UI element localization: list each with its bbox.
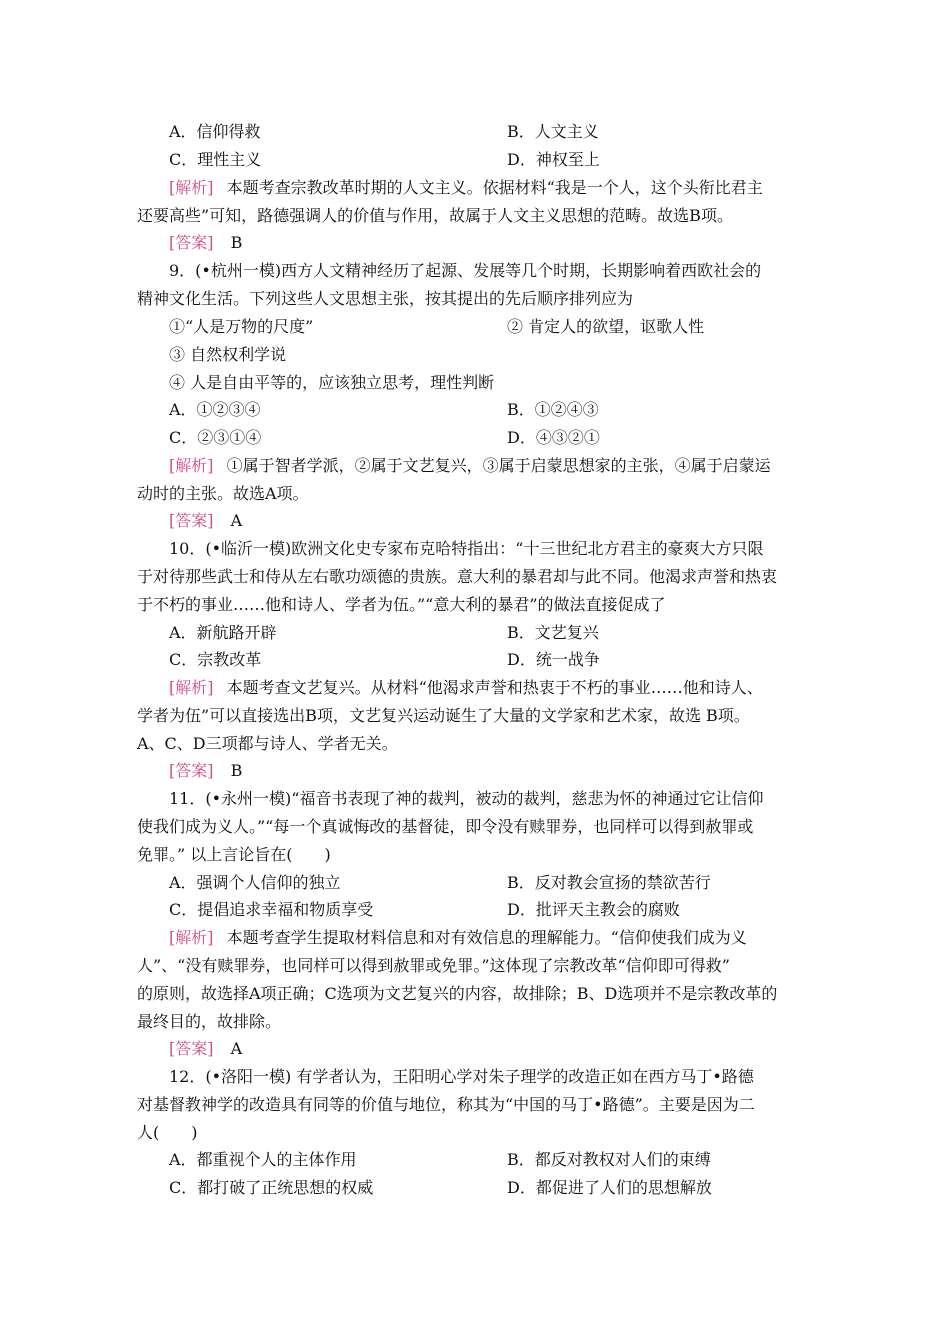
q8-option-c: C．理性主义 <box>169 150 262 169</box>
answer-value: B <box>230 233 243 252</box>
q9-option-a: A．①②③④ <box>169 400 261 419</box>
q11-analysis-line-1 <box>169 927 747 949</box>
q12-option-a: A．都重视个人的主体作用 <box>169 1150 357 1169</box>
q12-option-d: D．都促进了人们的思想解放 <box>507 1178 712 1197</box>
answer-tag: [答案] <box>169 1039 214 1058</box>
q9-option-d: D．④③②① <box>507 428 600 447</box>
q9-option-b: B．①②④③ <box>507 400 599 419</box>
q10-answer <box>169 760 242 782</box>
q12-stem-line-2: 对基督教神学的改造具有同等的价值与地位，称其为“中国的马丁•路德”。主要是因为二 <box>137 1095 755 1114</box>
q11-stem-line-2: 使我们成为义人。”“每一个真诚悔改的基督徒，即令没有赎罪券，也同样可以得到赦罪或 <box>137 817 754 836</box>
q10-analysis-line-3: A、C、D三项都与诗人、学者无关。 <box>137 734 398 753</box>
q9-analysis-line-1 <box>169 455 771 477</box>
analysis-text: 本题考查文艺复兴。从材料“他渴求声誉和热衷于不朽的事业……他和诗人、 <box>226 678 763 697</box>
q9-item-4: ④ 人是自由平等的，应该独立思考，理性判断 <box>169 373 495 392</box>
analysis-tag: [解析] <box>169 178 214 197</box>
analysis-text: 本题考查学生提取材料信息和对有效信息的理解能力。“信仰使我们成为义 <box>226 928 747 947</box>
q11-analysis-line-4: 最终目的，故排除。 <box>137 1012 282 1031</box>
answer-tag: [答案] <box>169 511 214 530</box>
q8-analysis-line-1 <box>169 177 763 199</box>
q12-stem-line-3: 人( ) <box>137 1123 198 1142</box>
q11-option-d: D．批评天主教会的腐败 <box>507 900 680 919</box>
q11-stem-line-1: 11．(•永州一模)“福音书表现了神的裁判，被动的裁判，慈悲为怀的神通过它让信仰 <box>169 789 764 808</box>
q11-analysis-line-2: 人”、“没有赎罪券，也同样可以得到赦罪或免罪。”这体现了宗教改革“信仰即可得救” <box>137 956 730 975</box>
q10-option-c: C．宗教改革 <box>169 650 262 669</box>
q10-analysis-line-1 <box>169 677 763 699</box>
q11-answer <box>169 1038 242 1060</box>
q9-analysis-line-2: 动时的主张。故选A项。 <box>137 484 309 503</box>
q8-option-a: A．信仰得救 <box>169 122 261 141</box>
answer-tag: [答案] <box>169 233 214 252</box>
q10-option-a: A．新航路开辟 <box>169 623 277 642</box>
q12-option-b: B．都反对教权对人们的束缚 <box>507 1150 711 1169</box>
q9-stem-line-2: 精神文化生活。下列这些人文思想主张，按其提出的先后顺序排列应为 <box>137 289 634 308</box>
q9-item-2: ② 肯定人的欲望，讴歌人性 <box>507 317 705 336</box>
q11-option-a: A．强调个人信仰的独立 <box>169 873 341 892</box>
q9-option-c: C．②③①④ <box>169 428 262 447</box>
q11-option-c: C．提倡追求幸福和物质享受 <box>169 900 374 919</box>
q11-option-b: B．反对教会宣扬的禁欲苦行 <box>507 873 711 892</box>
q10-stem-line-3: 于不朽的事业……他和诗人、学者为伍。”“意大利的暴君”的做法直接促成了 <box>137 595 666 614</box>
analysis-tag: [解析] <box>169 928 214 947</box>
q10-option-d: D．统一战争 <box>507 650 600 669</box>
q8-answer <box>169 232 242 254</box>
q10-stem-line-1: 10．(•临沂一模)欧洲文化史专家布克哈特指出：“十三世纪北方君主的豪爽大方只限 <box>169 539 764 558</box>
answer-value: B <box>230 761 243 780</box>
q10-option-b: B．文艺复兴 <box>507 623 599 642</box>
q11-stem-line-3: 免罪。” 以上言论旨在( ) <box>137 845 331 864</box>
q12-stem-line-1: 12．(•洛阳一模) 有学者认为，王阳明心学对朱子理学的改造正如在西方马丁•路德 <box>169 1067 754 1086</box>
q9-stem-line-1: 9．(•杭州一模)西方人文精神经历了起源、发展等几个时期，长期影响着西欧社会的 <box>169 261 762 280</box>
answer-value: A <box>230 1039 243 1058</box>
q8-option-b: B．人文主义 <box>507 122 599 141</box>
analysis-tag: [解析] <box>169 456 214 475</box>
q10-stem-line-2: 于对待那些武士和侍从左右歌功颂德的贵族。意大利的暴君却与此不同。他渴求声誉和热衷 <box>137 567 778 586</box>
q9-answer <box>169 510 242 532</box>
q9-item-3: ③ 自然权利学说 <box>169 345 287 364</box>
q8-option-d: D．神权至上 <box>507 150 600 169</box>
answer-value: A <box>230 511 243 530</box>
analysis-text: ①属于智者学派，②属于文艺复兴，③属于启蒙思想家的主张，④属于启蒙运 <box>226 456 771 475</box>
q12-option-c: C．都打破了正统思想的权威 <box>169 1178 374 1197</box>
q10-analysis-line-2: 学者为伍”可以直接选出B项，文艺复兴运动诞生了大量的文学家和艺术家，故选 B项。 <box>137 706 750 725</box>
answer-tag: [答案] <box>169 761 214 780</box>
analysis-text: 本题考查宗教改革时期的人文主义。依据材料“我是一个人，这个头衔比君主 <box>226 178 763 197</box>
q11-analysis-line-3: 的原则，故选择A项正确；C选项为文艺复兴的内容，故排除；B、D选项并不是宗教改革的 <box>137 984 778 1003</box>
q9-item-1: ①“人是万物的尺度” <box>169 317 314 336</box>
analysis-tag: [解析] <box>169 678 214 697</box>
q8-analysis-line-2: 还要高些”可知，路德强调人的价值与作用，故属于人文主义思想的范畴。故选B项。 <box>137 206 733 225</box>
